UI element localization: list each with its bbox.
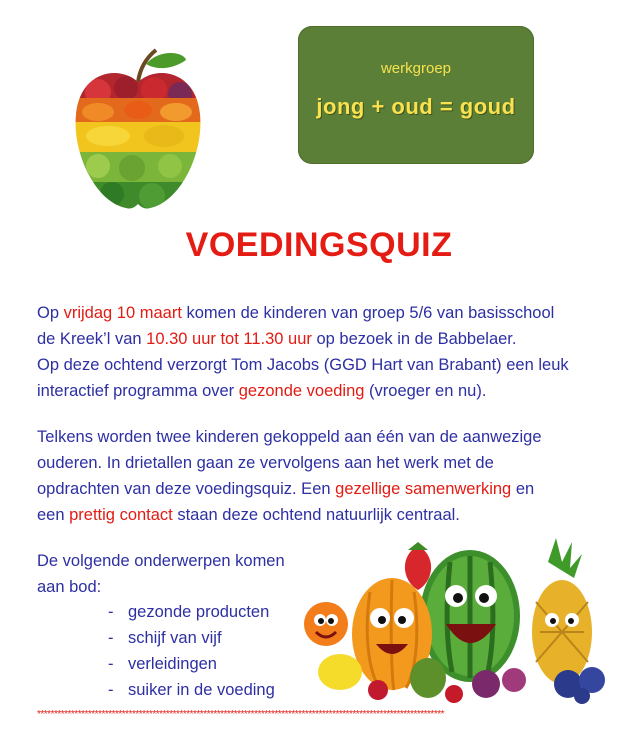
list-item: - gezonde producten — [108, 599, 275, 625]
topics-list — [108, 599, 275, 703]
page-title: VOEDINGSQUIZ — [185, 226, 453, 264]
badge-title: jong + oud = goud — [316, 94, 516, 119]
intro-paragraph: Op vrijdag 10 maart komen de kinderen van groep 5/6 van basisschool de Kreek’l van 10.30 uur tot 11.30 uur op bezoek in de Babbelaer. Op deze ochtend verzorgt Tom Jacobs (GGD Hart van Brabant) een leuk interactief programma over gezonde voeding (vroeger en nu). — [37, 304, 569, 400]
star-divider: ************************************************************************************************************************ — [37, 709, 444, 720]
list-item: - suiker in de voeding — [108, 677, 275, 703]
cartoon-fruits-illustration — [300, 532, 610, 704]
fruit-apple-illustration — [68, 42, 208, 220]
badge-subtitle: werkgroep — [380, 60, 452, 77]
topics-intro: De volgende onderwerpen komen aan bod: — [37, 552, 285, 596]
werkgroep-badge — [298, 26, 534, 164]
list-item: - schijf van vijf — [108, 625, 275, 651]
description-paragraph: Telkens worden twee kinderen gekoppeld aan één van de aanwezige ouderen. In drietallen gaan ze vervolgens aan het werk met de opdrachten van deze voedingsquiz. Een gezellige samenwerking en een prettig contact staan deze ochtend natuurlijk centraal. — [37, 428, 542, 524]
list-item: - verleidingen — [108, 651, 275, 677]
